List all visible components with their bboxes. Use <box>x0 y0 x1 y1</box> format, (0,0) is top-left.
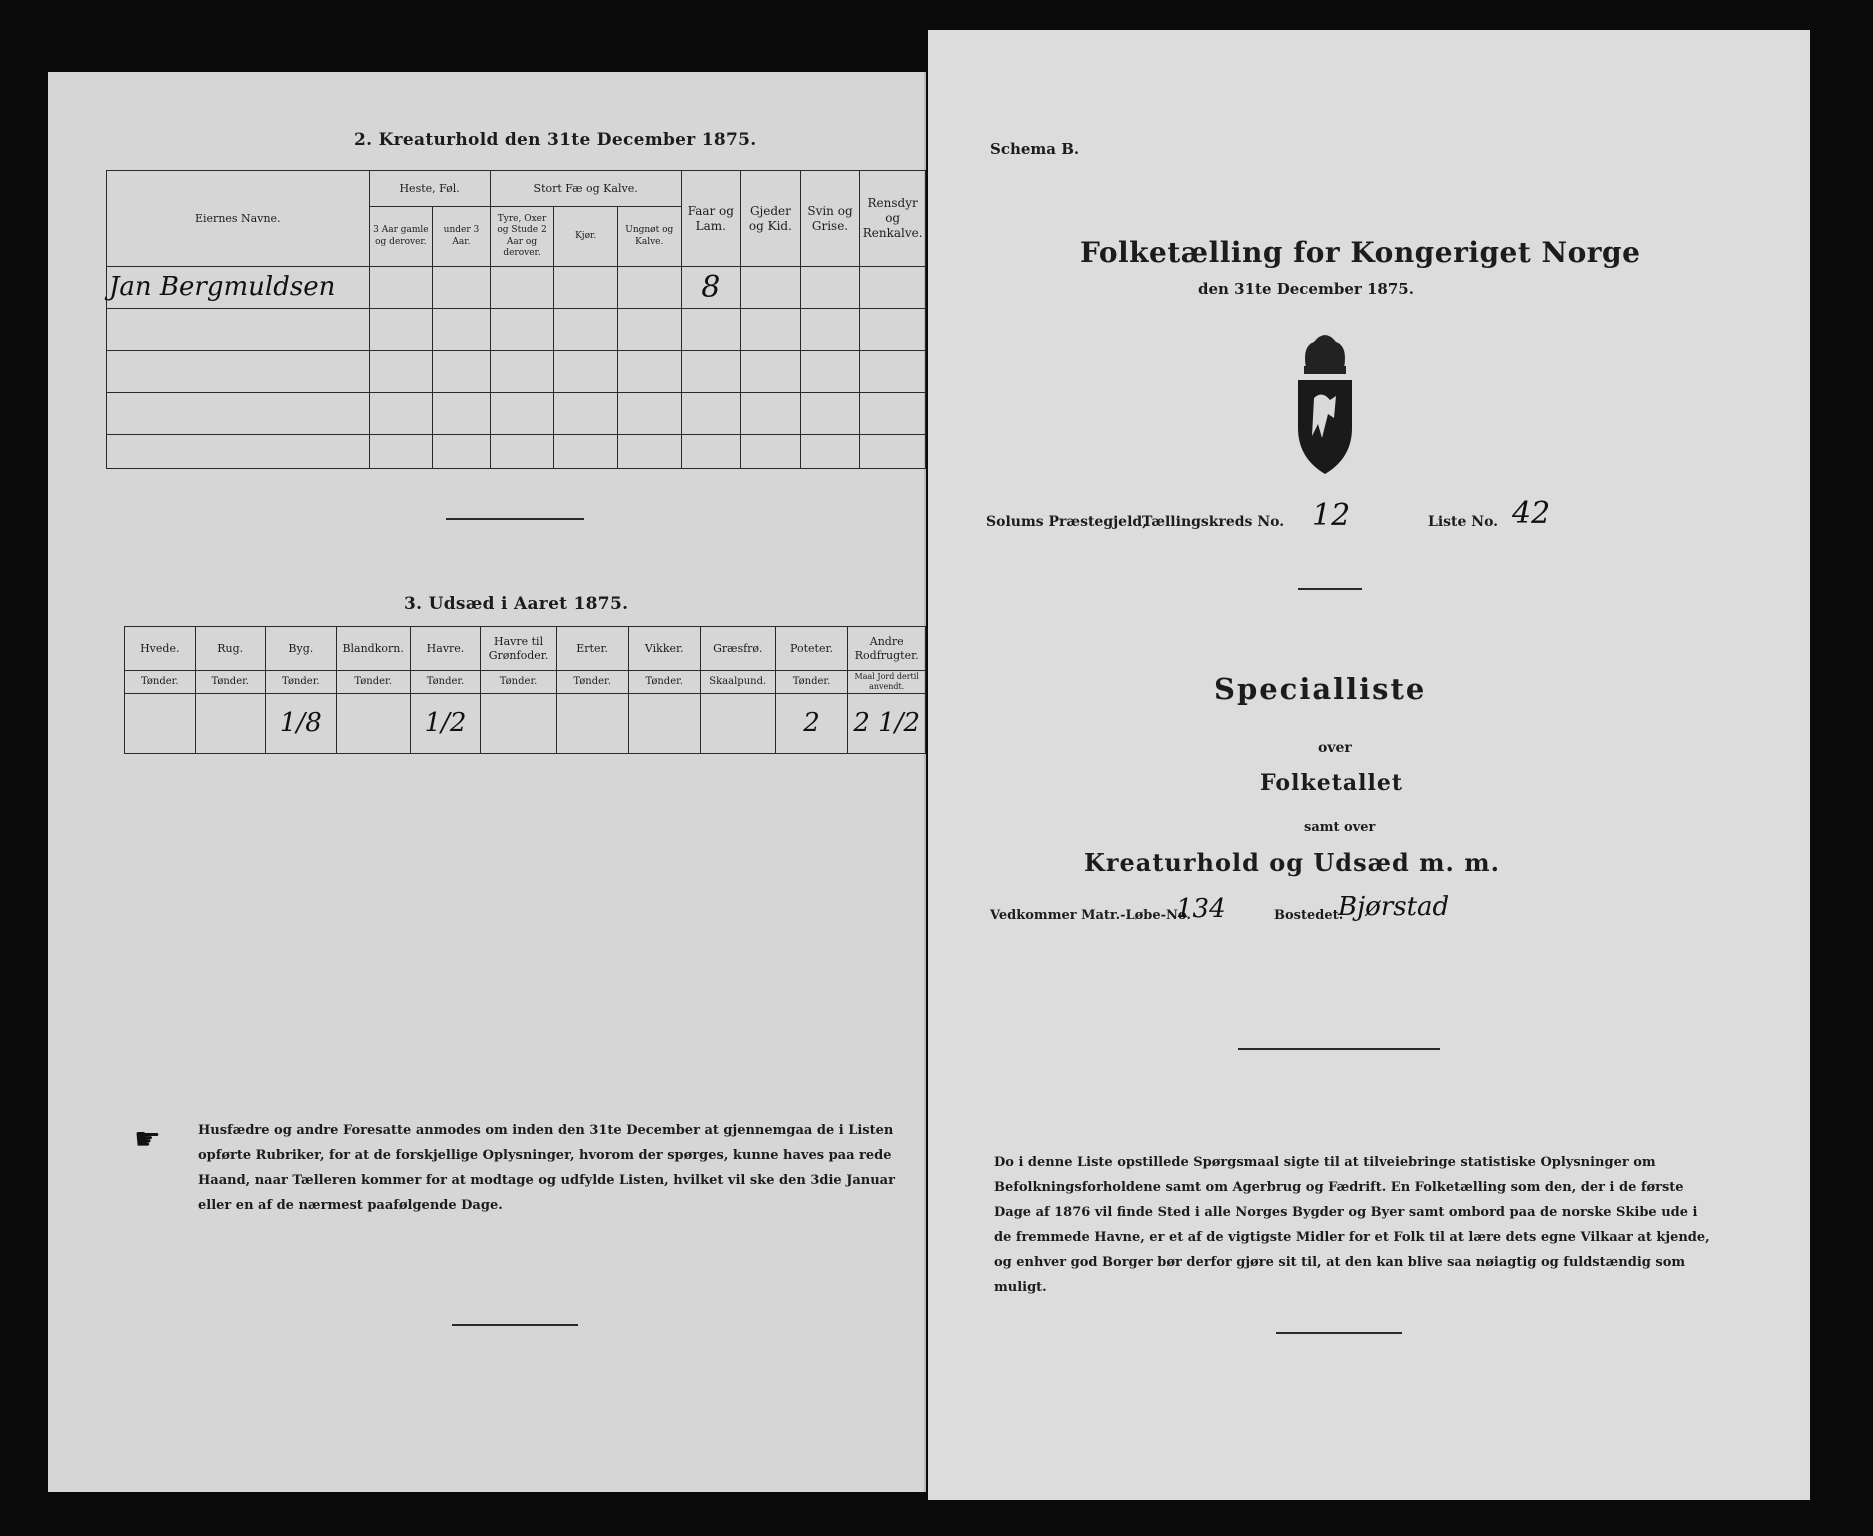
unit-label: Skaalpund. <box>700 671 775 694</box>
young-cattle-header: Ungnøt og Kalve. <box>617 207 681 267</box>
pigs-header: Svin og Grise. <box>800 171 860 267</box>
unit-label: Tønder. <box>775 671 848 694</box>
unit-label: Tønder. <box>195 671 265 694</box>
left-page <box>48 72 926 1492</box>
divider-rule <box>446 518 584 520</box>
livestock-table <box>106 170 926 469</box>
folketallet-heading: Folketallet <box>1260 770 1403 796</box>
divider-rule <box>1298 588 1362 590</box>
table-row <box>107 435 926 469</box>
mixed-grain-header: Blandkorn. <box>336 627 410 671</box>
district-label: Tællingskreds No. <box>1142 514 1285 530</box>
unit-label: Tønder. <box>125 671 196 694</box>
divider-rule <box>1238 1048 1440 1050</box>
vetch-header: Vikker. <box>628 627 700 671</box>
unit-label: Maal Jord dertil anvendt. <box>848 671 926 694</box>
seed-table <box>124 626 926 754</box>
livestock-seed-heading: Kreaturhold og Udsæd m. m. <box>1084 848 1500 877</box>
unit-label: Tønder. <box>410 671 481 694</box>
grass-seed-header: Græsfrø. <box>700 627 775 671</box>
section3-title: 3. Udsæd i Aaret 1875. <box>404 594 629 614</box>
peas-header: Erter. <box>556 627 628 671</box>
barley-value: 1/8 <box>279 708 322 739</box>
bosted-label: Bostedet: <box>1274 908 1344 923</box>
schema-label: Schema B. <box>990 140 1080 158</box>
table-row <box>107 309 926 351</box>
table-row <box>107 267 926 309</box>
oats-value: 1/2 <box>424 708 467 739</box>
horses-3yr-header: 3 Aar gamle og derover. <box>369 207 433 267</box>
bosted-value: Bjørstad <box>1338 892 1450 922</box>
pointing-hand-icon: ☛ <box>134 1122 161 1157</box>
owner-name-header: Eiernes Navne. <box>107 171 370 267</box>
divider-rule <box>452 1324 578 1326</box>
divider-rule <box>1276 1332 1402 1334</box>
district-number: 12 <box>1312 498 1351 533</box>
barley-header: Byg. <box>265 627 336 671</box>
coat-of-arms-icon <box>1292 328 1358 478</box>
potatoes-header: Poteter. <box>775 627 848 671</box>
goats-header: Gjeder og Kid. <box>741 171 801 267</box>
list-number: 42 <box>1512 496 1551 531</box>
specialliste-heading: Specialliste <box>1214 672 1427 706</box>
explanation-paragraph: Do i denne Liste opstillede Spørgsmaal sigte til at tilveiebringe statistiske Oplysninger om Befolkningsforholdene samt om Agerbrug og Fædrift. En Folketælling som den, der i de første Dage af 1876 vil finde Sted i alle Norges Bygder og Byer samt ombord paa de norske Skibe ude i de fremmede Havne, er et af de vigtigste Midler for et Folk til at lære dets egne Vilkaar at kjende, og enhver god Borger bør derfor gjøre sit til, at den kan blive saa nøiagtig og fuldstændig som muligt. <box>994 1155 1710 1295</box>
horses-header: Heste, Føl. <box>369 171 490 207</box>
page-title: Folketælling for Kongeriget Norge <box>1080 236 1641 269</box>
unit-label: Tønder. <box>336 671 410 694</box>
reindeer-header: Rensdyr og Renkalve. <box>860 171 926 267</box>
right-page <box>928 30 1810 1500</box>
table-row <box>107 351 926 393</box>
table-row <box>107 393 926 435</box>
cattle-header: Stort Fæ og Kalve. <box>490 171 681 207</box>
section2-title: 2. Kreaturhold den 31te December 1875. <box>354 130 757 150</box>
matr-label: Vedkommer Matr.-Løbe-No. <box>990 908 1191 923</box>
matr-number: 134 <box>1176 894 1226 924</box>
sheep-header: Faar og Lam. <box>681 171 741 267</box>
roots-header: Andre Rodfrugter. <box>848 627 926 671</box>
unit-label: Tønder. <box>481 671 556 694</box>
horses-under3-header: under 3 Aar. <box>433 207 491 267</box>
cows-header: Kjør. <box>554 207 618 267</box>
title-date: den 31te December 1875. <box>1198 280 1414 298</box>
list-label: Liste No. <box>1428 514 1499 530</box>
samt-over-text: samt over <box>1304 820 1376 835</box>
parish-label: Solums Præstegjeld, <box>986 514 1148 530</box>
wheat-header: Hvede. <box>125 627 196 671</box>
table-row <box>125 694 926 754</box>
roots-value: 2 1/2 <box>853 708 921 739</box>
unit-label: Tønder. <box>556 671 628 694</box>
owner-name-value: Jan Bergmuldsen <box>109 272 336 303</box>
over-text: over <box>1318 740 1352 756</box>
unit-label: Tønder. <box>628 671 700 694</box>
oats-green-header: Havre til Grønfoder. <box>481 627 556 671</box>
rye-header: Rug. <box>195 627 265 671</box>
notice-text: Husfædre og andre Foresatte anmodes om inden den 31te December at gjennemgaa de i Listen opførte Rubriker, for at de forskjellige Oplysninger, hvorom der spørges, kunne haves paa rede Haand, naar Tælleren kommer for at modtage og udfylde Listen, hvilket vil ske den 3die Januar eller en af de nærmest paafølgende Dage. <box>198 1123 895 1213</box>
potatoes-value: 2 <box>803 708 820 739</box>
sheep-value: 8 <box>701 269 721 305</box>
bulls-header: Tyre, Oxer og Stude 2 Aar og derover. <box>490 207 554 267</box>
oats-header: Havre. <box>410 627 481 671</box>
unit-label: Tønder. <box>265 671 336 694</box>
